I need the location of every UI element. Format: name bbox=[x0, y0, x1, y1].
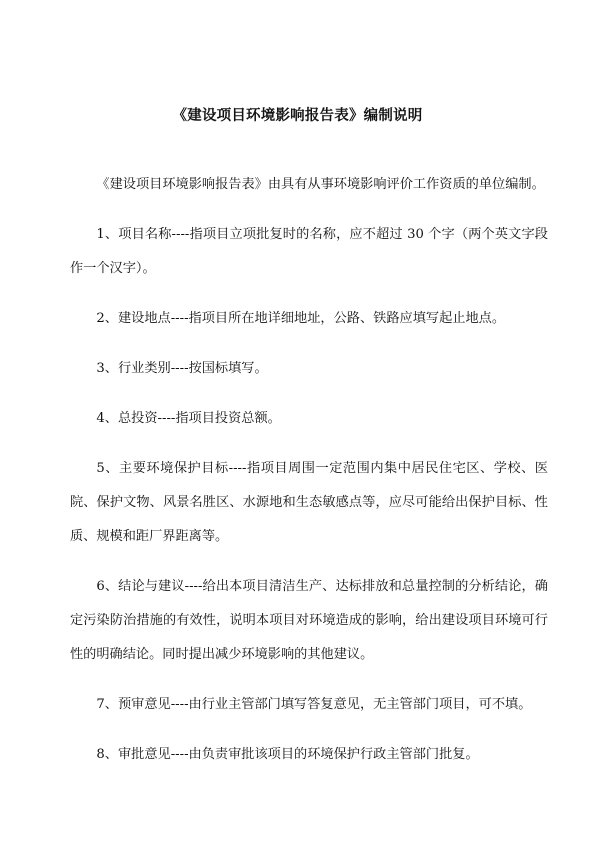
document-body bbox=[70, 168, 548, 788]
paragraph-construction-site: 2、建设地点----指项目所在地详细地址，公路、铁路应填写起止地点。 bbox=[96, 311, 506, 326]
paragraph-pre-review: 7、预审意见----由行业主管部门填写答复意见，无主管部门项目，可不填。 bbox=[96, 697, 532, 712]
paragraph-protection-targets: 5、主要环境保护目标----指项目周围一定范围内集中居民住宅区、学校、医院、保护文物、风景名胜区、水源地和生态敏感点等，应尽可能给出保护目标、性质、规模和距厂界距离等。 bbox=[70, 461, 548, 544]
paragraph-intro: 《建设项目环境影响报告表》由具有从事环境影响评价工作资质的单位编制。 bbox=[96, 177, 545, 192]
paragraph-total-investment: 4、总投资----指项目投资总额。 bbox=[96, 411, 281, 426]
paragraph-approval: 8、审批意见----由负责审批该项目的环境保护行政主管部门批复。 bbox=[96, 747, 479, 762]
paragraph-conclusions: 6、结论与建议----给出本项目清洁生产、达标排放和总量控制的分析结论，确定污染防治措施的有效性，说明本项目对环境造成的影响，给出建设项目环境可行性的明确结论。同时提出减少环境影响的其他建议。 bbox=[70, 579, 548, 662]
document-title: 《建设项目环境影响报告表》编制说明 bbox=[172, 108, 423, 124]
paragraph-industry-category: 3、行业类别----按国标填写。 bbox=[96, 361, 268, 376]
paragraph-project-name: 1、项目名称----指项目立项批复时的名称，应不超过 30 个字（两个英文字段作一个汉字）。 bbox=[70, 227, 548, 276]
